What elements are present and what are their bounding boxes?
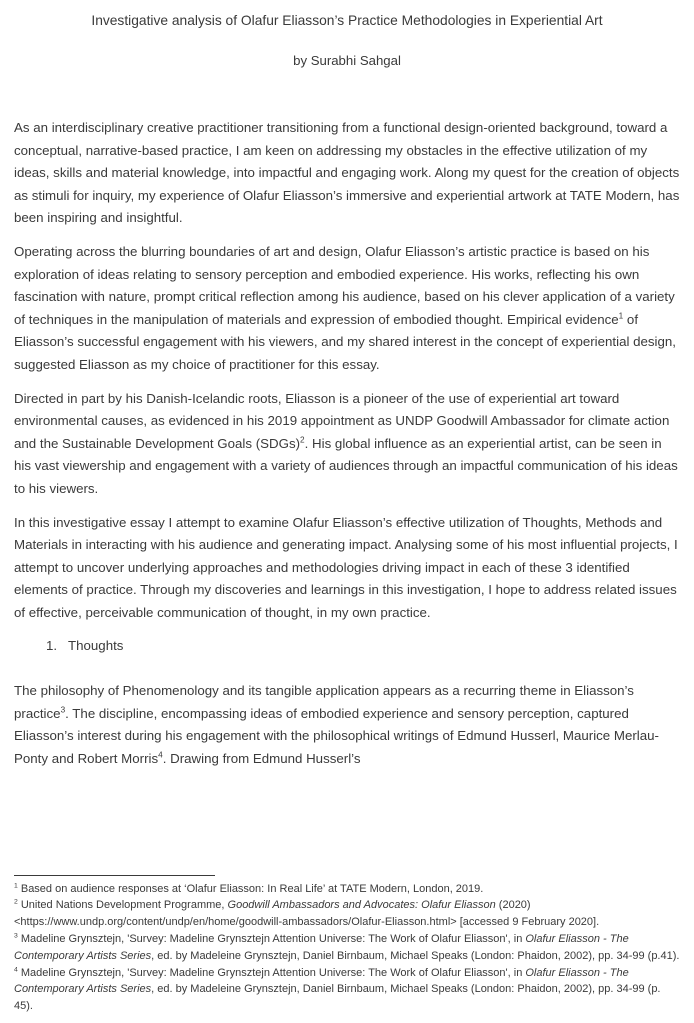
footnotes — [14, 875, 680, 1023]
paragraph: Directed in part by his Danish-Icelandic roots, Eliasson is a pioneer of the use of experiential art toward environmental causes, as evidenced in his 2019 appointment as UNDP Goodwill Ambassador for climate action and the Sustainable Development Goals (SDGs)$^2$. His global influence as an experiential artist, can be seen in his vast viewership and engagement with a variety of audiences through an impactful communication of his ideas to his viewers. — [14, 390, 678, 496]
document-title: Investigative analysis of Olafur Eliasson’s Practice Methodologies in Experiential Art — [91, 13, 603, 28]
paragraph: As an interdisciplinary creative practitioner transitioning from a functional design-oriented background, toward a conceptual, narrative-based practice, I am keen on addressing my obstacles in the effective utilization of my ideas, skills and material knowledge, into impactful and engaging work. Along my quest for the creation of objects as stimuli for inquiry, my experience of Olafur Eliasson’s immersive and experiential artwork at TATE Modern, has been inspiring and insightful. — [14, 120, 680, 226]
essay-body — [14, 117, 680, 781]
section-heading-thoughts — [14, 635, 680, 658]
paragraph: Operating across the blurring boundaries of art and design, Olafur Eliasson’s artistic practice is based on his exploration of ideas relating to sensory perception and embodied experience. His works, reflecting his own fascination with nature, prompt critical reflection among his audience, based on his clever application of a variety of techniques in the manipulation of materials and expression of embodied thought. Empirical evidence$^1$ of Eliasson’s successful engagement with his viewers, and my shared interest in the concept of experiential design, suggested Eliasson as my choice of practitioner for this essay. — [14, 243, 677, 372]
paragraph: The philosophy of Phenomenology and its tangible application appears as a recurring theme in Eliasson’s practice$^3$. The discipline, encompassing ideas of embodied experience and sensory perception, captured Eliasson’s interest during his engagement with the philosophical writings of Edmund Husserl, Maurice Merlau-Ponty and Robert Morris$^4$. Drawing from Edmund Husserl’s — [14, 683, 659, 766]
byline: by Surabhi Sahgal — [293, 53, 401, 68]
footnote: $^4$ Madeline Grynsztejn, 'Survey: Madeline Grynsztejn Attention Universe: The Work of Olafur Eliasson', in Olafur Eliasson - The Contemporary Artists Series, ed. by Madeleine Grynsztejn, Daniel Birnbaum, Michael Speaks (London: Phaidon, 2002), pp. 34-99 (p. 45). — [14, 965, 661, 1013]
footnote: $^3$ Madeline Grynsztejn, 'Survey: Madeline Grynsztejn Attention Universe: The Work of Olafur Eliasson', in Olafur Eliasson - The Contemporary Artists Series, ed. by Madeleine Grynsztejn, Daniel Birnbaum, Michael Speaks (London: Phaidon, 2002), pp. 34-99 (p.41). — [14, 932, 680, 962]
section-title: Thoughts — [68, 638, 124, 654]
paragraph: In this investigative essay I attempt to examine Olafur Eliasson’s effective utilization of Thoughts, Methods and Materials in interacting with his audience and generating impact. Analysing some of his most influential projects, I attempt to uncover underlying approaches and methodologies driving impact in each of these 3 identified elements of practice. Through my discoveries and learnings in this investigation, I hope to address related issues of effective, perceivable communication of thought, in my own practice. — [14, 514, 678, 620]
footnote: $^2$ United Nations Development Programme, Goodwill Ambassadors and Advocates: Olafur Eliasson (2020) <https://www.undp.org/content/undp/en/home/goodwill-ambassadors/Olafur-Eliasson.html> [accessed 9 February 2020]. — [14, 898, 600, 929]
section-number: 1. — [46, 638, 58, 654]
footnote-separator — [14, 875, 215, 876]
footnote: $^1$ Based on audience responses at ‘Olafur Eliasson: In Real Life’ at TATE Modern, London, 2019. — [14, 881, 484, 895]
